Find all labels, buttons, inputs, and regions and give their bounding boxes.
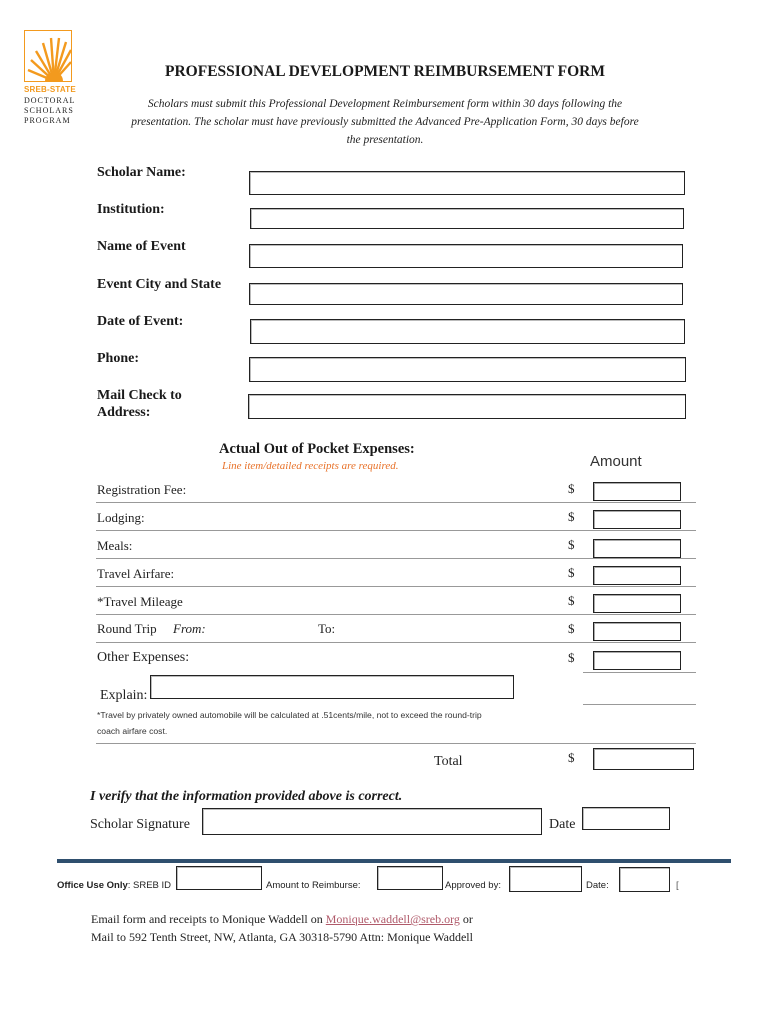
signature-date-label: Date [549,817,576,832]
mail-address-label-2: Address: [97,405,151,420]
divider [96,502,696,503]
sreb-id-label: : SREB ID [127,880,172,891]
registration-amount[interactable] [593,482,681,501]
expenses-heading: Actual Out of Pocket Expenses: [219,441,415,457]
mileage-dollar: $ [568,593,575,608]
scholar-signature-label: Scholar Signature [90,817,190,832]
office-date-field[interactable] [619,867,670,892]
lodging-label: Lodging: [97,510,145,525]
lodging-dollar: $ [568,509,575,524]
amount-header: Amount [590,453,642,470]
divider [96,614,696,615]
amount-reimburse-label: Amount to Reimburse: [266,880,361,891]
office-use-title: Office Use Only [57,880,128,891]
phone-field[interactable] [249,357,686,382]
airfare-dollar: $ [568,565,575,580]
explain-field[interactable] [150,675,514,699]
other-dollar: $ [568,650,575,665]
office-date-label: Date: [586,880,609,891]
airfare-label: Travel Airfare: [97,566,175,581]
contact-line-2: Mail to 592 Tenth Street, NW, Atlanta, GA 30318-5790 Attn: Monique Waddell [91,930,473,944]
round-trip-label: Round Trip [97,621,157,636]
round-trip-amount[interactable] [593,622,681,641]
approved-by-field[interactable] [509,866,582,892]
logo-line-1: SREB-STATE [24,85,76,94]
logo-line-4: PROGRAM [24,116,71,125]
sreb-id-field[interactable] [176,866,262,890]
airfare-amount[interactable] [593,566,681,585]
intro-line-2: presentation. The scholar must have previously submitted the Advanced Pre-Application Form, 30 days before [131,116,639,128]
to-label: To: [318,621,336,636]
office-trailing-mark: [ [676,880,679,891]
mileage-footnote-line-1: *Travel by privately owned automobile will be calculated at .51cents/mile, not to exceed the round-trip [97,710,482,720]
registration-dollar: $ [568,481,575,496]
divider [96,558,696,559]
approved-by-label: Approved by: [445,880,501,891]
divider [96,586,696,587]
email-link[interactable]: Monique.waddell@sreb.org [325,912,460,926]
divider [96,530,696,531]
explain-label: Explain: [100,688,148,703]
mileage-footnote-line-2: coach airfare cost. [97,726,168,736]
other-expenses-label: Other Expenses: [97,650,190,665]
phone-label: Phone: [97,351,139,366]
mileage-amount[interactable] [593,594,681,613]
divider [96,642,696,643]
scholar-name-label: Scholar Name: [97,165,186,180]
amount-reimburse-field[interactable] [377,866,443,890]
meals-dollar: $ [568,537,575,552]
mail-address-label-1: Mail Check to [97,388,182,403]
logo-line-3: SCHOLARS [24,106,74,115]
event-city-state-label: Event City and State [97,277,222,292]
event-city-state-field[interactable] [249,283,683,305]
from-label: From: [173,621,206,636]
event-name-label: Name of Event [97,239,186,254]
divider [583,704,696,705]
event-date-label: Date of Event: [97,314,184,329]
round-trip-dollar: $ [568,621,575,636]
lodging-amount[interactable] [593,510,681,529]
event-name-field[interactable] [249,244,683,268]
office-use-label [57,880,171,891]
intro-line-1: Scholars must submit this Professional Development Reimbursement form within 30 days following the [147,98,623,110]
contact-line-1 [91,912,473,927]
total-label: Total [434,754,463,769]
meals-label: Meals: [97,538,133,553]
intro-line-3: the presentation. [346,134,424,146]
verify-statement: I verify that the information provided above is correct. [90,789,403,804]
meals-amount[interactable] [593,539,681,558]
contact-suffix: or [459,912,473,926]
institution-label: Institution: [97,202,165,217]
form-title: PROFESSIONAL DEVELOPMENT REIMBURSEMENT FORM [165,63,605,80]
receipts-note: Line item/detailed receipts are required. [222,460,399,472]
logo-line-2: DOCTORAL [24,96,76,105]
total-dollar: $ [568,750,575,765]
event-date-field[interactable] [250,319,685,344]
section-rule [57,859,731,863]
contact-prefix: Email form and receipts to Monique Waddell on [91,912,326,926]
mileage-label: *Travel Mileage [97,594,183,609]
mail-address-field[interactable] [248,394,686,419]
divider [96,743,696,744]
registration-label: Registration Fee: [97,482,187,497]
signature-date-field[interactable] [582,807,670,830]
scholar-name-field[interactable] [249,171,685,195]
scholar-signature-field[interactable] [202,808,542,835]
divider [583,672,696,673]
institution-field[interactable] [250,208,684,229]
total-amount[interactable] [593,748,694,770]
other-amount[interactable] [593,651,681,670]
